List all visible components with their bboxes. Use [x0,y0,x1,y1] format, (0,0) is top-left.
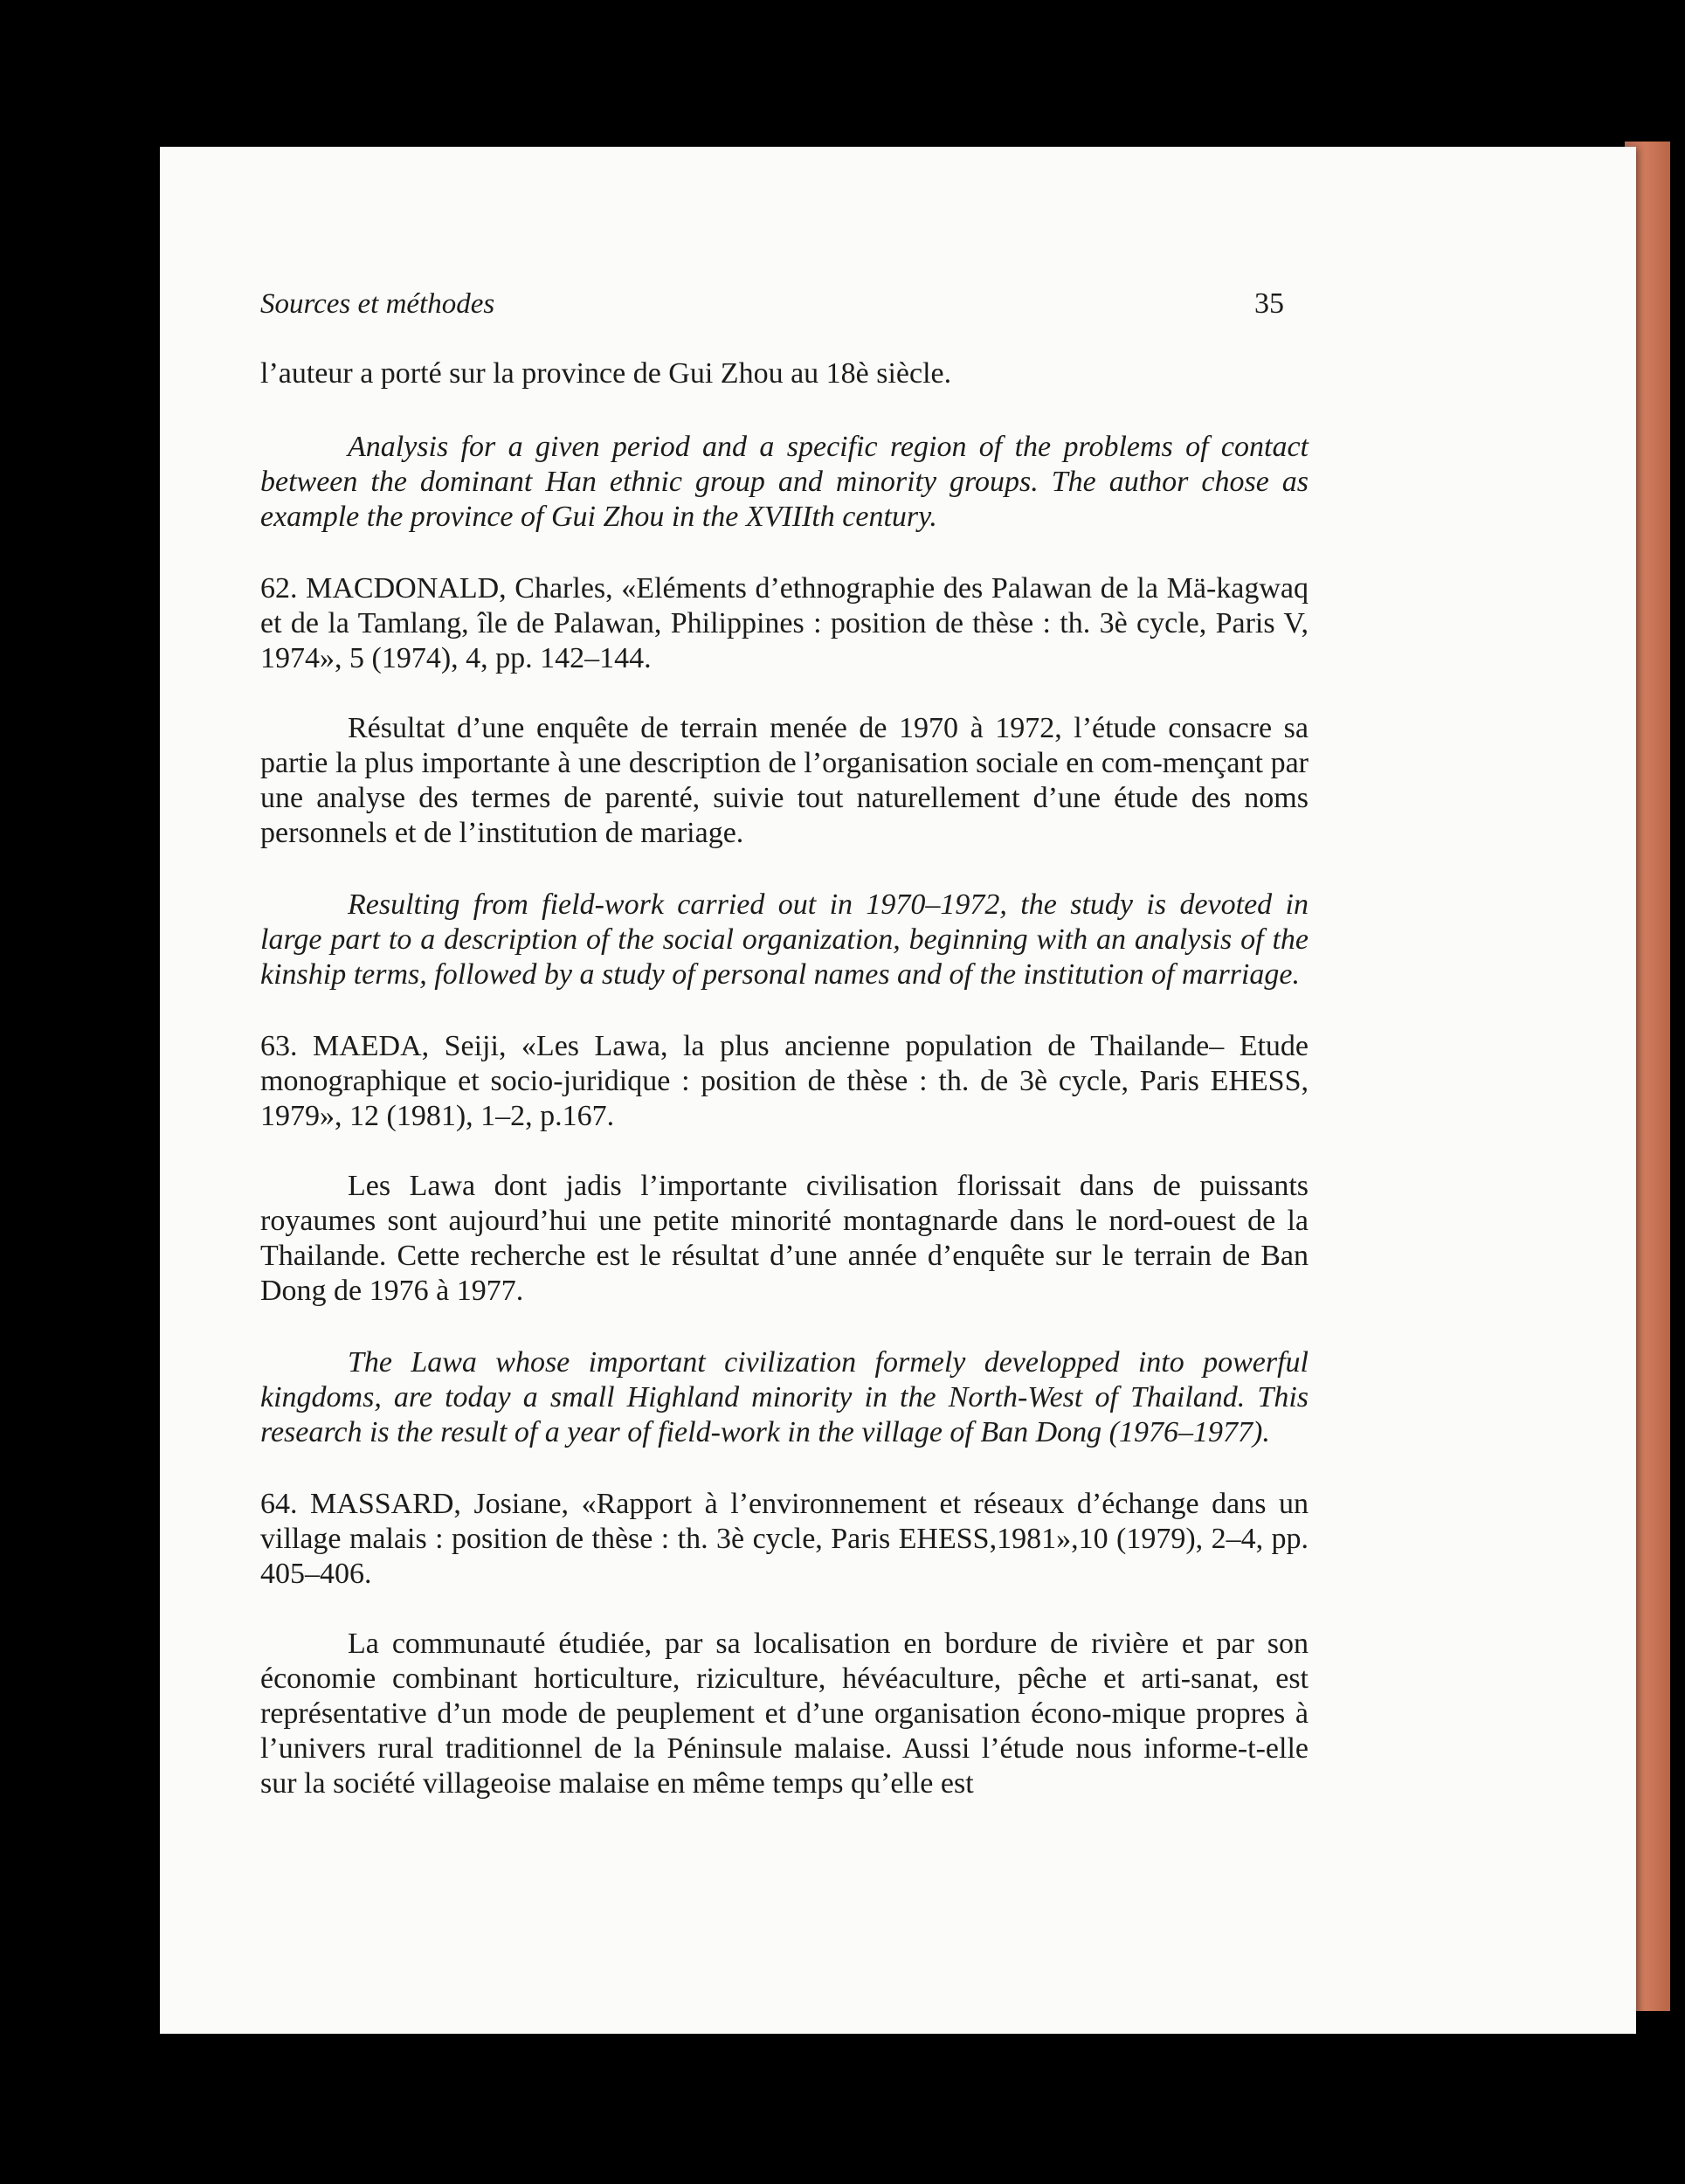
summary-fr-64: La communauté étudiée, par sa localisation en bordure de rivière et par son économie combinant horticulture, riziculture, hévéaculture, pêche et arti-sanat, est représentative d’un mode de peuplement et d’une organisation écono-mique propres à l’univers rural traditionnel de la Péninsule malaise. Aussi l’étude nous informe-t-elle sur la société villageoise malaise en même temps qu’elle est [260,1628,1309,1800]
summary-en-62: Resulting from field-work carried out in 1970–1972, the study is devoted in large part to a description of the social organization, beginning with an analysis of the kinship terms, followed by a study of personal names and of the institution of marriage. [260,888,1309,991]
running-title: Sources et méthodes [260,288,495,320]
running-head [260,287,1309,323]
continuation-paragraph: l’auteur a porté sur la province de Gui Zhou au 18è siècle. [260,357,952,390]
page-number: 35 [1254,287,1284,320]
bibliography-entry-64: 64. MASSARD, Josiane, «Rapport à l’environnement et réseaux d’échange dans un village malais : position de thèse : th. 3è cycle, Paris EHESS,1981»,10 (1979), 2–4, pp. 405–406. [260,1488,1309,1590]
summary-en-63: The Lawa whose important civilization formely developped into powerful kingdoms, are today a small Highland minority in the North-West of Thailand. This research is the result of a year of field-work in the village of Ban Dong (1976–1977). [260,1346,1309,1448]
bibliography-entry-62: 62. MACDONALD, Charles, «Eléments d’ethnographie des Palawan de la Mä-kagwaq et de la Tamlang, île de Palawan, Philippines : position de thèse : th. 3è cycle, Paris V, 1974», 5 (1974), 4, pp. 142–144. [260,572,1309,674]
bibliography-entry-63: 63. MAEDA, Seiji, «Les Lawa, la plus ancienne population de Thailande– Etude monographique et socio-juridique : position de thèse : th. de 3è cycle, Paris EHESS, 1979», 12 (1981), 1–2, p.167. [260,1030,1309,1132]
summary-fr-63: Les Lawa dont jadis l’importante civilisation florissait dans de puissants royaumes sont aujourd’hui une petite minorité montagnarde dans le nord-ouest de la Thailande. Cette recherche est le résultat d’une année d’enquête sur le terrain de Ban Dong de 1976 à 1977. [260,1170,1309,1307]
page-content [260,287,1309,1801]
summary-en-61: Analysis for a given period and a specific region of the problems of contact between the dominant Han ethnic group and minority groups. The author chose as example the province of Gui Zhou in the XVIIIth century. [260,431,1309,533]
book-page [160,147,1636,2034]
summary-fr-62: Résultat d’une enquête de terrain menée de 1970 à 1972, l’étude consacre sa partie la plus importante à une description de l’organisation sociale en com-mençant par une analyse des termes de parenté, suivie tout naturellement d’une étude des noms personnels et de l’institution de mariage. [260,712,1309,849]
